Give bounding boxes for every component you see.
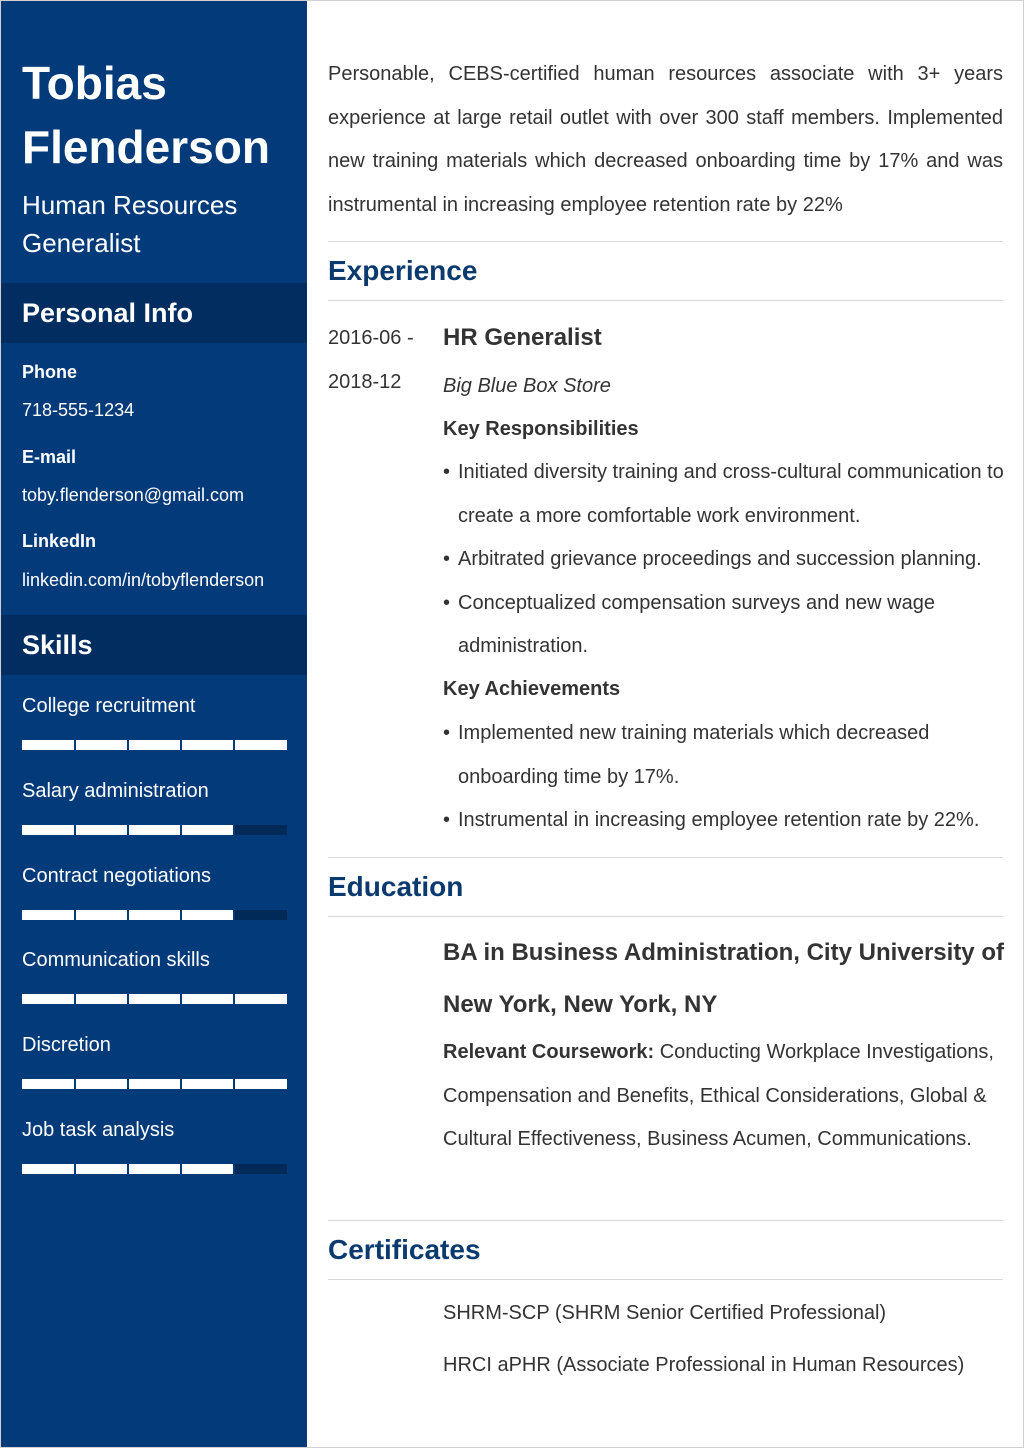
divider [328, 857, 1003, 858]
skill-segment-divider [127, 825, 129, 835]
job-title-line1: Human Resources [22, 190, 238, 220]
responsibilities-list [443, 451, 1008, 669]
skill-name: Contract negotiations [22, 864, 212, 887]
bullet-icon: • [443, 591, 451, 614]
achievements-heading: Key Achievements [443, 678, 621, 700]
main-content [307, 1, 1023, 1447]
bullet-item [443, 451, 1008, 538]
personal-info-heading: Personal Info [1, 283, 307, 343]
certificate-item: SHRM-SCP (SHRM Senior Certified Professional) [443, 1302, 887, 1324]
phone-value: 718-555-1234 [22, 400, 135, 420]
skill-level-bar [22, 1164, 287, 1174]
experience-heading: Experience [328, 255, 478, 286]
job-title [22, 186, 302, 262]
responsibilities-heading: Key Responsibilities [443, 418, 639, 440]
linkedin-value: linkedin.com/in/tobyflenderson [22, 570, 265, 590]
education-heading: Education [328, 871, 464, 902]
skill-segment-divider [74, 825, 76, 835]
experience-company: Big Blue Box Store [443, 375, 611, 397]
bullet-text: Conceptualized compensation surveys and new wage administration. [458, 591, 935, 657]
skills-heading: Skills [1, 615, 307, 675]
skill-level-bar [22, 740, 287, 750]
skill-segment-divider [127, 910, 129, 920]
skill-segment-divider [180, 740, 182, 750]
bullet-item [443, 582, 1008, 669]
bullet-item [443, 538, 1008, 582]
experience-role: HR Generalist [443, 324, 602, 351]
divider [328, 1279, 1003, 1280]
skill-segment-divider [233, 994, 235, 1004]
candidate-name [22, 51, 302, 179]
bullet-icon: • [443, 548, 451, 570]
skill-segment-divider [233, 740, 235, 750]
bullet-icon: • [443, 461, 451, 483]
name-first: Tobias [22, 57, 167, 109]
skill-segment-divider [127, 740, 129, 750]
achievements-list [443, 712, 1008, 843]
skill-segment-divider [180, 1164, 182, 1174]
bullet-icon: • [443, 809, 451, 831]
skill-level-fill [22, 1079, 287, 1089]
skill-level-fill [22, 994, 287, 1004]
bullet-icon: • [443, 722, 451, 744]
skill-segment-divider [233, 910, 235, 920]
skill-name: Salary administration [22, 779, 209, 802]
linkedin-label: LinkedIn [22, 531, 97, 551]
skill-name: Job task analysis [22, 1119, 175, 1141]
bullet-text: Initiated diversity training and cross-cultural communication to create a more comfortable work environment. [458, 461, 1004, 527]
sidebar [1, 1, 307, 1447]
skill-segment-divider [74, 1079, 76, 1089]
skill-name: Communication skills [22, 949, 210, 972]
summary-text: Personable, CEBS-certified human resources associate with 3+ years experience at large retail outlet with over 300 staff members. Implemented new training materials which decreased onboarding time by 17% and was instrumental in increasing employee retention rate by 22% [328, 63, 1003, 216]
skill-level-bar [22, 994, 287, 1004]
skill-level-bar [22, 910, 287, 920]
skill-level-bar [22, 825, 287, 835]
skill-segment-divider [74, 910, 76, 920]
skill-level-fill [22, 740, 287, 750]
certificates-heading: Certificates [328, 1234, 481, 1265]
skill-segment-divider [233, 1079, 235, 1089]
skill-segment-divider [180, 1079, 182, 1089]
divider [328, 241, 1003, 242]
bullet-item [443, 712, 1008, 799]
skill-segment-divider [180, 910, 182, 920]
skill-segment-divider [233, 1164, 235, 1174]
divider [328, 916, 1003, 917]
divider [328, 300, 1003, 301]
skill-segment-divider [127, 1079, 129, 1089]
education-degree: BA in Business Administration, City University of New York, New York, NY [443, 939, 1004, 1018]
skill-segment-divider [127, 1164, 129, 1174]
phone-label: Phone [22, 362, 78, 382]
skill-segment-divider [233, 825, 235, 835]
bullet-text: Arbitrated grievance proceedings and succession planning. [458, 548, 982, 570]
skill-segment-divider [74, 1164, 76, 1174]
skill-name: College recruitment [22, 695, 196, 717]
job-title-line2: Generalist [22, 228, 141, 258]
experience-date-end: 2018-12 [328, 371, 402, 393]
skill-segment-divider [180, 825, 182, 835]
divider [328, 1220, 1003, 1221]
skill-segment-divider [74, 740, 76, 750]
skill-name: Discretion [22, 1034, 111, 1057]
coursework-text: Conducting Workplace Investigations, Compensation and Benefits, Ethical Considerations, Global & Cultural Effectiveness, Business Acumen, Communications. [443, 1041, 994, 1150]
bullet-item [443, 799, 1008, 843]
certificate-item: HRCI aPHR (Associate Professional in Human Resources) [443, 1354, 965, 1376]
bullet-text: Instrumental in increasing employee retention rate by 22%. [458, 809, 980, 831]
experience-date-start: 2016-06 - [328, 327, 414, 349]
bullet-text: Implemented new training materials which decreased onboarding time by 17%. [458, 722, 930, 788]
email-value: toby.flenderson@gmail.com [22, 485, 245, 505]
skill-level-bar [22, 1079, 287, 1089]
education-coursework [443, 1031, 1008, 1162]
coursework-label: Relevant Coursework: [443, 1041, 655, 1063]
skill-segment-divider [74, 994, 76, 1004]
email-label: E-mail [22, 447, 77, 467]
skill-segment-divider [180, 994, 182, 1004]
name-last: Flenderson [22, 121, 270, 173]
skill-segment-divider [127, 994, 129, 1004]
